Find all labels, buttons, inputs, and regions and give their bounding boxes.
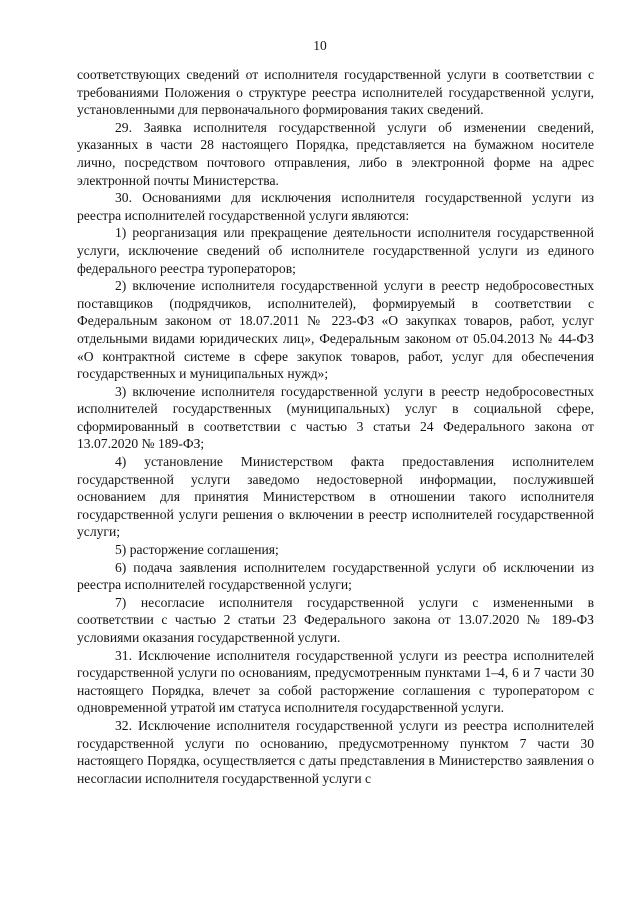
list-item-30-7: 7) несогласие исполнителя государственной услуги с измененными в соответствии с частью 2 статьи 23 Федерального закона от 13.07.2020 № 189-ФЗ условиями оказания государственной услуги. xyxy=(77,594,594,645)
list-item-30-5: 5) расторжение соглашения; xyxy=(115,542,279,558)
list-item-30-3: 3) включение исполнителя государственной услуги в реестр недобросовестных исполнителей государственных (муниципальных) услуг в социальной сфере, сформированный в соответствии с частью 3 статьи 24 Федерального закона от 13.07.2020 № 189-ФЗ; xyxy=(77,383,594,452)
paragraph-32: 32. Исключение исполнителя государственной услуги из реестра исполнителей государственной услуги по основанию, предусмотренному пунктом 7 части 30 настоящего Порядка, осуществляется с даты представления в Министерство заявления о несогласии исполнителя государственной услуги с xyxy=(77,717,594,786)
list-item-30-4: 4) установление Министерством факта предоставления исполнителем государственной услуги заведомо недостоверной информации, послужившей основанием для принятия Министерством в отношении такого исполнителя государственной услуги решения о включении в реестр исполнителей государственной услуги; xyxy=(77,454,594,540)
page-number: 10 xyxy=(313,38,327,53)
list-item-30-6: 6) подача заявления исполнителем государственной услуги об исключении из реестра исполнителей государственной услуги; xyxy=(77,559,594,593)
paragraph-31: 31. Исключение исполнителя государственной услуги из реестра исполнителей государственной услуги по основаниям, предусмотренным пунктами 1–4, 6 и 7 части 30 настоящего Порядка, влечет за собой расторжение соглашения с туроператором с одновременной утратой им статуса исполнителя государственной услуги. xyxy=(77,647,594,716)
paragraph-29: 29. Заявка исполнителя государственной услуги об изменении сведений, указанных в части 28 настоящего Порядка, представляется на бумажном носителе лично, посредством почтового отправления, либо в электронной форме на адрес электронной почты Министерства. xyxy=(77,119,594,188)
list-item-30-2: 2) включение исполнителя государственной услуги в реестр недобросовестных поставщиков (подрядчиков, исполнителей), формируемый в соответствии с Федеральным законом от 18.07.2011 № 223-ФЗ «О закупках товаров, работ, услуг отдельными видами юридических лиц», Федеральным законом от 05.04.2013 № 44-ФЗ «О контрактной системе в сфере закупок товаров, работ, услуг для обеспечения государственных и муниципальных нужд»; xyxy=(77,278,594,382)
paragraph-continuation: соответствующих сведений от исполнителя государственной услуги в соответствии с требованиями Положения о структуре реестра исполнителей государственной услуги, установленными для первоначального формирования таких сведений. xyxy=(77,67,594,118)
paragraph-30: 30. Основаниями для исключения исполнителя государственной услуги из реестра исполнителей государственной услуги являются: xyxy=(77,190,594,223)
list-item-30-1: 1) реорганизация или прекращение деятельности исполнителя государственной услуги, исключение сведений об исполнителе государственной услуги из единого федерального реестра туроператоров; xyxy=(77,225,594,276)
document-body xyxy=(77,66,594,787)
